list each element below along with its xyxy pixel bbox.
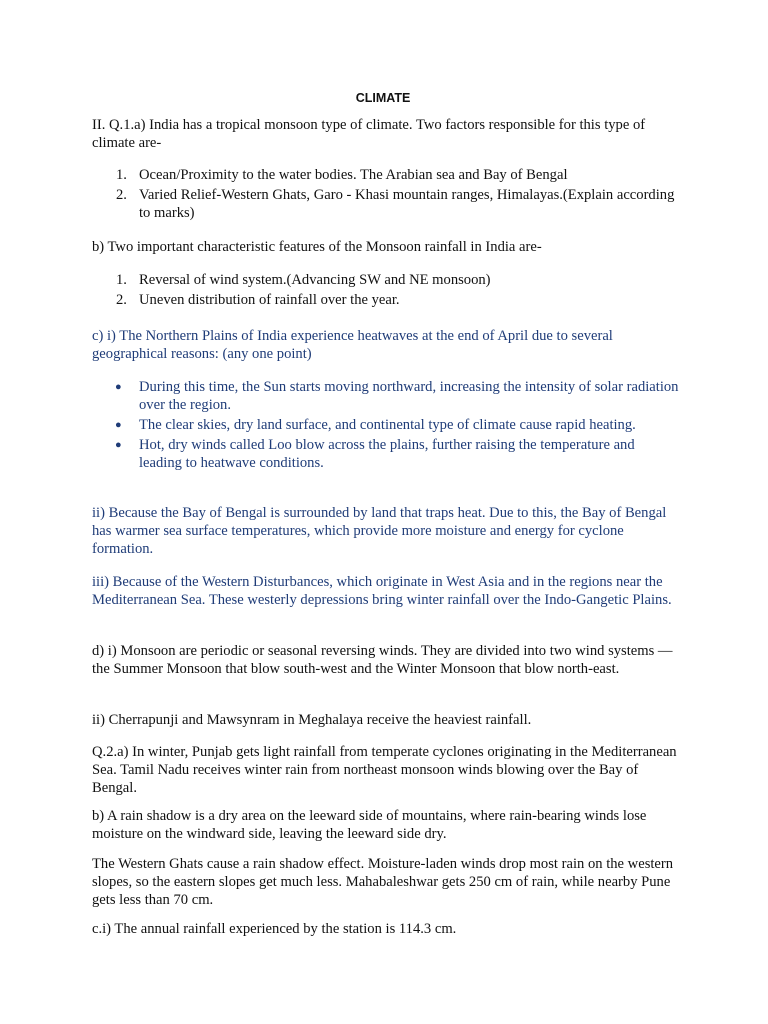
list-item bbox=[92, 271, 680, 289]
list-item bbox=[92, 416, 680, 434]
bullet-icon: ● bbox=[115, 439, 122, 451]
bullet-icon: ● bbox=[115, 381, 122, 393]
bullet-icon: ● bbox=[115, 419, 122, 431]
list-number: 2. bbox=[116, 292, 127, 308]
q2a: Q.2.a) In winter, Punjab gets light rainfall from temperate cyclones originating in the Mediterranean Sea. Tamil Nadu receives winter rain from northeast monsoon winds blowing over the Bay of Bengal. bbox=[92, 744, 677, 796]
q1b-intro: b) Two important characteristic features of the Monsoon rainfall in India are- bbox=[92, 239, 542, 255]
list-item bbox=[92, 291, 680, 309]
list-item-text: Uneven distribution of rainfall over the year. bbox=[139, 292, 400, 308]
q1d-i: d) i) Monsoon are periodic or seasonal reversing winds. They are divided into two wind systems — the Summer Monsoon that blow south-west and the Winter Monsoon that blow north-east. bbox=[92, 643, 673, 677]
q2b: b) A rain shadow is a dry area on the leeward side of mountains, where rain-bearing winds lose moisture on the windward side, leaving the leeward side dry. bbox=[92, 808, 647, 842]
q1c-bullet-list bbox=[92, 378, 680, 474]
list-item bbox=[92, 186, 680, 222]
list-item-text: Reversal of wind system.(Advancing SW and NE monsoon) bbox=[139, 272, 491, 288]
q2b-extra: The Western Ghats cause a rain shadow effect. Moisture-laden winds drop most rain on the western slopes, so the eastern slopes get much less. Mahabaleshwar gets 250 cm of rain, while nearby Pune gets less than 70 cm. bbox=[92, 856, 674, 908]
q1c-intro: c) i) The Northern Plains of India experience heatwaves at the end of April due to several geographical reasons: (any one point) bbox=[92, 328, 613, 362]
list-item bbox=[92, 378, 680, 414]
list-number: 2. bbox=[116, 187, 127, 203]
list-item bbox=[92, 166, 680, 184]
page-title: CLIMATE bbox=[355, 91, 411, 105]
list-number: 1. bbox=[116, 167, 127, 183]
list-item-text: Hot, dry winds called Loo blow across the plains, further raising the temperature and leading to heatwave conditions. bbox=[139, 437, 635, 471]
list-item-text: Varied Relief-Western Ghats, Garo - Khasi mountain ranges, Himalayas.(Explain according to marks) bbox=[139, 187, 675, 221]
q1c-iii: iii) Because of the Western Disturbances, which originate in West Asia and in the regions near the Mediterranean Sea. These westerly depressions bring winter rainfall over the Indo-Gangetic Plains. bbox=[92, 574, 672, 608]
q1a-list bbox=[92, 166, 680, 224]
q1d-ii: ii) Cherrapunji and Mawsynram in Meghalaya receive the heaviest rainfall. bbox=[92, 712, 532, 728]
q2c-i: c.i) The annual rainfall experienced by the station is 114.3 cm. bbox=[92, 921, 457, 937]
q1b-list bbox=[92, 271, 680, 311]
q1a-intro: II. Q.1.a) India has a tropical monsoon type of climate. Two factors responsible for this type of climate are- bbox=[92, 117, 646, 151]
q1c-ii: ii) Because the Bay of Bengal is surrounded by land that traps heat. Due to this, the Bay of Bengal has warmer sea surface temperatures, which provide more moisture and energy for cyclone formation. bbox=[92, 505, 667, 557]
list-item-text: Ocean/Proximity to the water bodies. The Arabian sea and Bay of Bengal bbox=[139, 167, 568, 183]
list-item-text: During this time, the Sun starts moving northward, increasing the intensity of solar radiation over the region. bbox=[139, 379, 679, 413]
list-item bbox=[92, 436, 680, 472]
list-item-text: The clear skies, dry land surface, and continental type of climate cause rapid heating. bbox=[139, 417, 636, 433]
list-number: 1. bbox=[116, 272, 127, 288]
